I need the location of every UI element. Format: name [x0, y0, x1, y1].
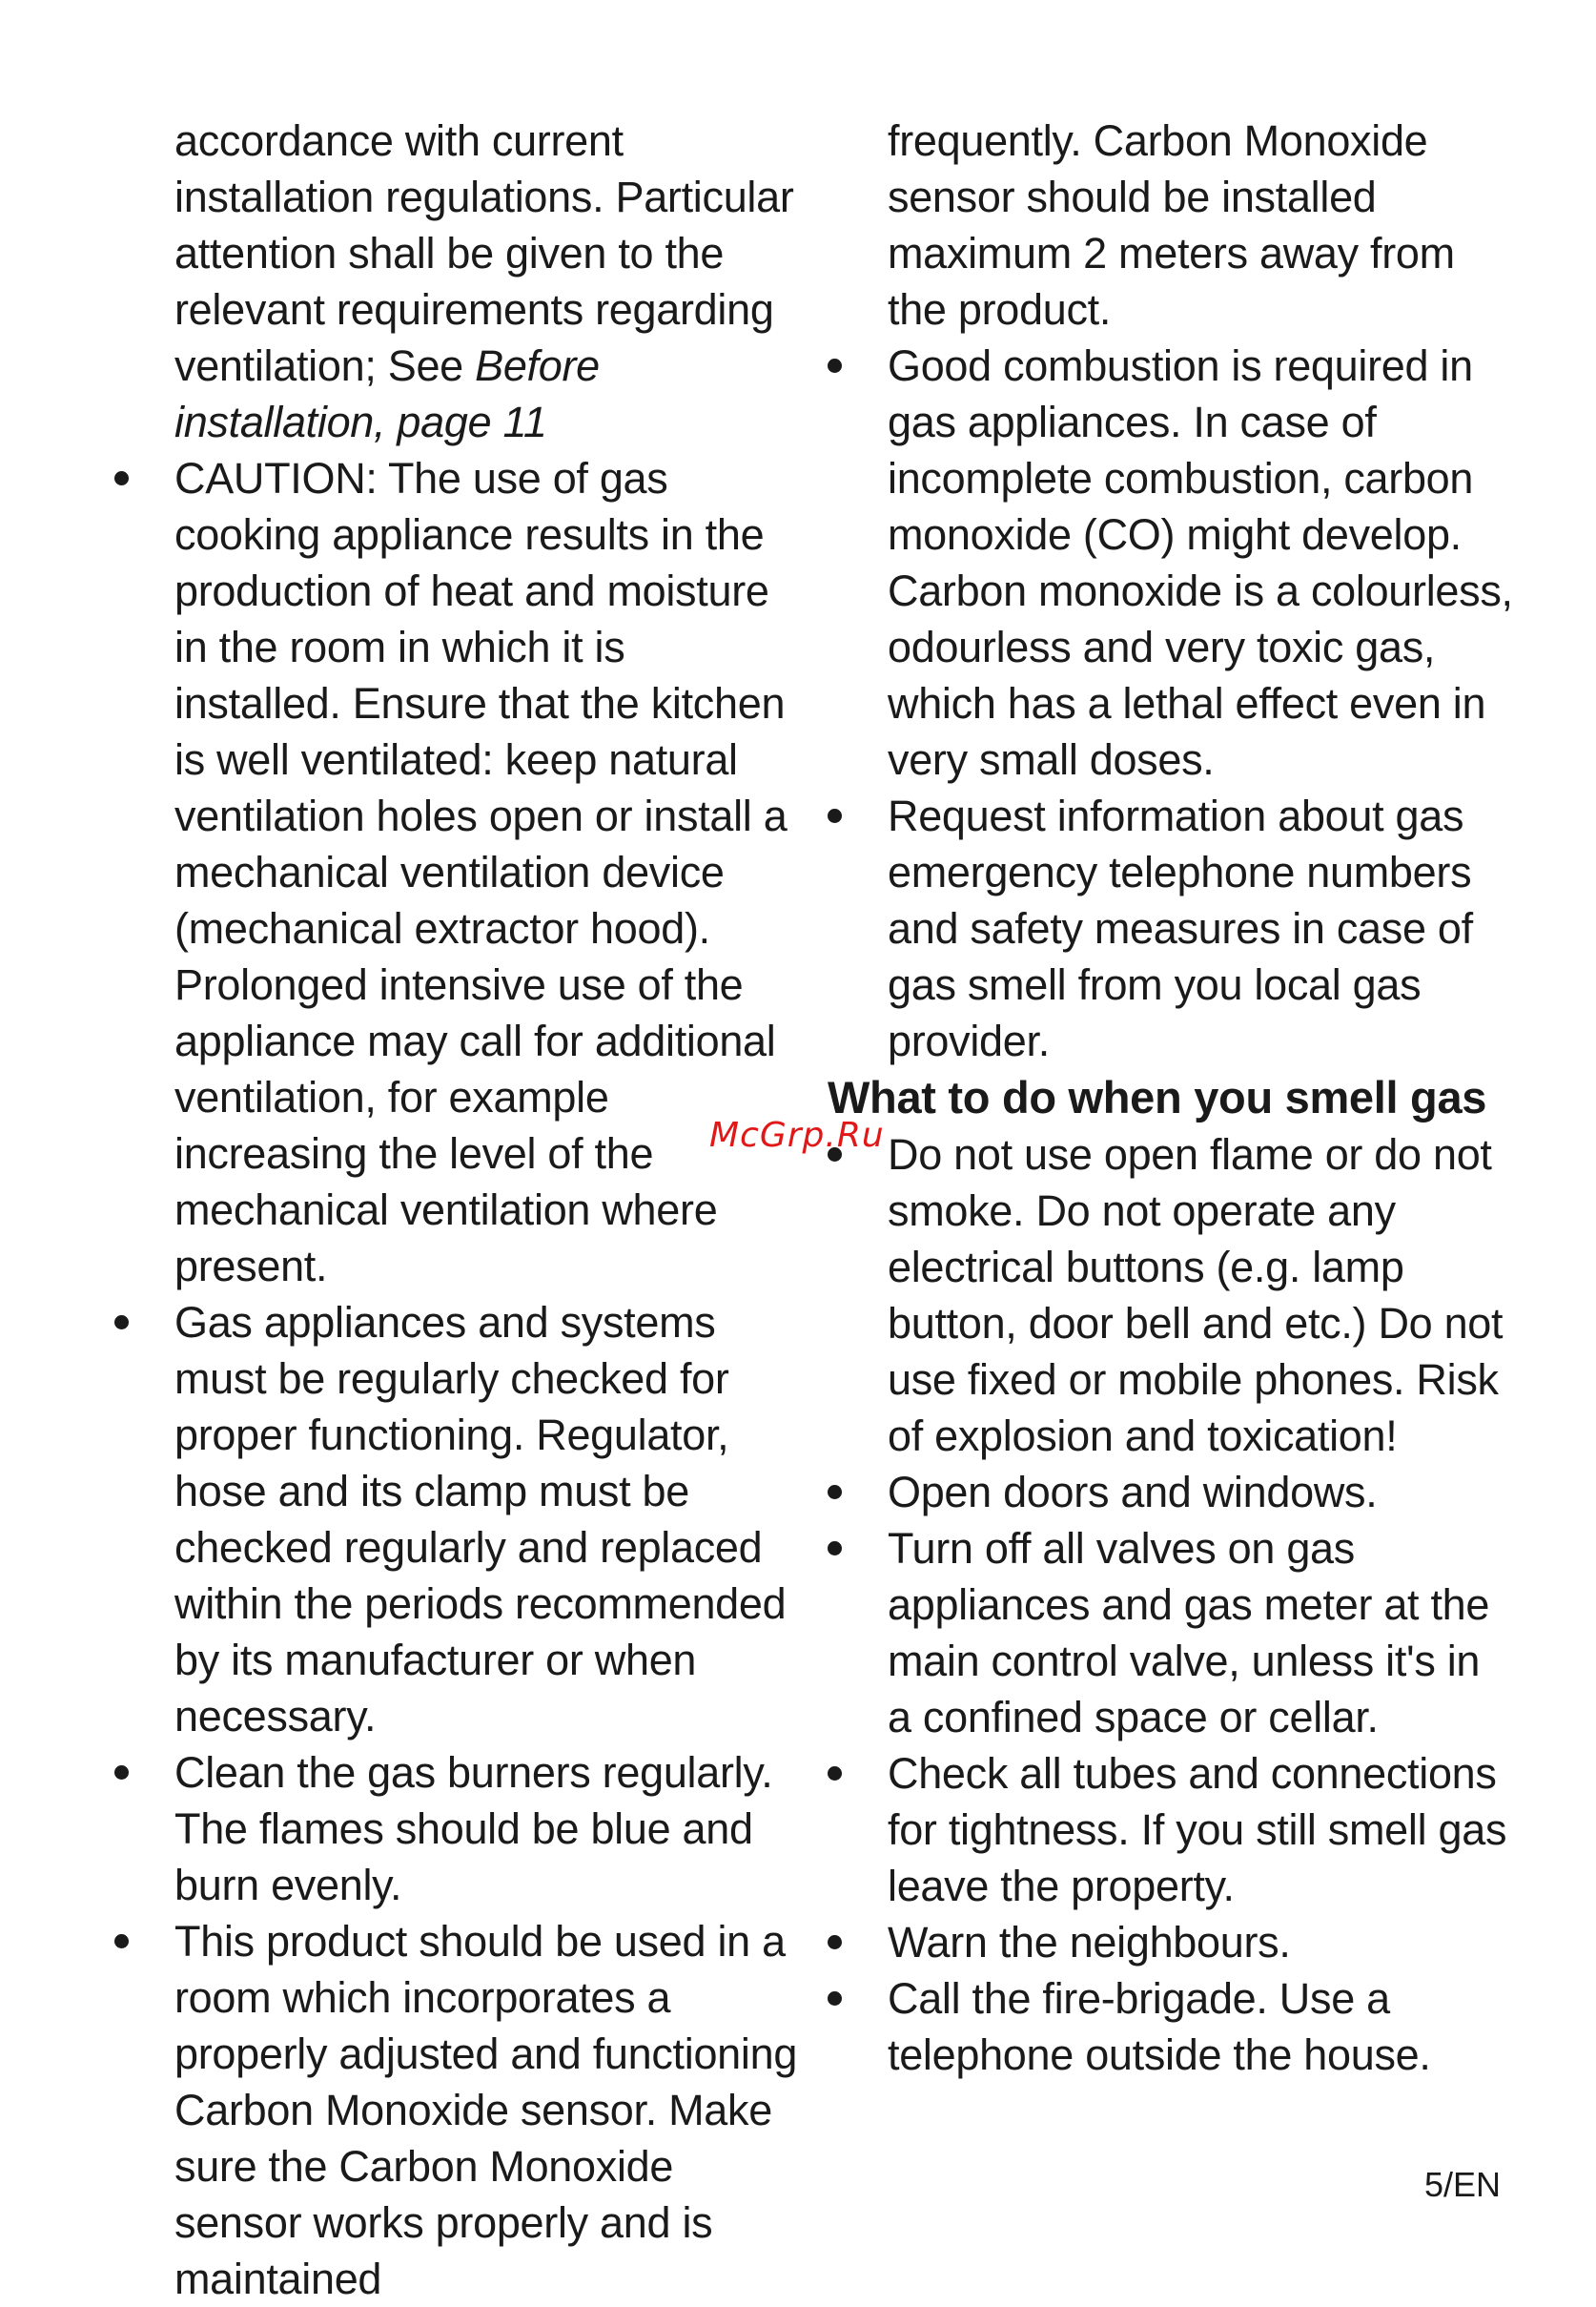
- watermark: McGrp.Ru: [709, 1116, 885, 1155]
- list-item-text: Call the fire-brigade. Use a telephone outside the house.: [888, 1974, 1431, 2079]
- section-heading: What to do when you smell gas: [828, 1072, 1487, 1123]
- bullet-icon: [828, 1935, 842, 1949]
- bullet-icon: [828, 1541, 842, 1555]
- list-item-text: This product should be used in a room which incorporates a properly adjusted and functioning Carbon Monoxide sensor. Make sure the Carbon Monoxide sensor works properly and is maintained: [174, 1917, 798, 2303]
- list-item: [828, 338, 1514, 788]
- list-item-text: CAUTION: The use of gas cooking appliance results in the production of heat and moisture in the room in which it is installed. Ensure that the kitchen is well ventilated: keep natural ventilation holes open or install a mechanical ventilation device (mechanical extractor hood). Prolonged intensive use of the appliance may call for additional ventilation, for example increasing the level of the mechanical ventilation where present.: [174, 454, 788, 1290]
- list-item: [828, 1520, 1514, 1745]
- list-item: [114, 1913, 801, 2307]
- bullet-icon: [114, 471, 129, 485]
- list-item-text: Check all tubes and connections for tightness. If you still smell gas leave the property.: [888, 1749, 1507, 1910]
- list-item: [828, 788, 1514, 1069]
- list-item: [828, 1970, 1514, 2083]
- bullet-icon: [114, 1315, 129, 1329]
- list-item: [828, 1745, 1514, 1914]
- bullet-icon: [828, 1991, 842, 2006]
- list-item-text: Turn off all valves on gas appliances and gas meter at the main control valve, unless it's in a confined space or cellar.: [888, 1524, 1490, 1741]
- right-column: [828, 113, 1514, 2083]
- continuation-paragraph: frequently. Carbon Monoxide sensor should be installed maximum 2 meters away from the product.: [888, 116, 1455, 334]
- bullet-icon: [828, 359, 842, 373]
- list-item: [828, 1126, 1514, 1464]
- list-item-text: Warn the neighbours.: [888, 1918, 1291, 1967]
- list-item-text: Gas appliances and systems must be regularly checked for proper functioning. Regulator, hose and its clamp must be checked regularly and replaced within the periods recommended by its manufacturer or when necessary.: [174, 1298, 787, 1741]
- intro-paragraph: [114, 113, 801, 450]
- list-item: [114, 1294, 801, 1744]
- bullet-icon: [114, 1934, 129, 1948]
- cross-reference: Before installation, page 11: [174, 341, 600, 446]
- page-number: 5/EN: [1423, 2165, 1501, 2204]
- list-item: [828, 1464, 1514, 1520]
- bullet-icon: [114, 1765, 129, 1780]
- list-item: [828, 1914, 1514, 1970]
- list-item-text: Request information about gas emergency telephone numbers and safety measures in case of gas smell from you local gas provider.: [888, 792, 1473, 1065]
- bullet-icon: [828, 1485, 842, 1499]
- intro-text: accordance with current installation regulations. Particular attention shall be given to the relevant requirements regarding ventilation; See: [174, 116, 794, 390]
- list-item-text: Good combustion is required in gas appliances. In case of incomplete combustion, carbon monoxide (CO) might develop. Carbon monoxide is a colourless, odourless and very toxic gas, which has a lethal effect even in very small doses.: [888, 341, 1513, 784]
- list-item-text: Open doors and windows.: [888, 1468, 1378, 1516]
- list-item-text: Do not use open flame or do not smoke. Do not operate any electrical buttons (e.g. lamp button, door bell and etc.) Do not use fixed or mobile phones. Risk of explosion and toxication!: [888, 1130, 1504, 1460]
- list-item: [114, 450, 801, 1294]
- bullet-icon: [828, 809, 842, 823]
- list-item: [114, 1744, 801, 1913]
- left-column: [114, 113, 801, 2307]
- bullet-icon: [828, 1766, 842, 1781]
- list-item-text: Clean the gas burners regularly. The flames should be blue and burn evenly.: [174, 1748, 773, 1909]
